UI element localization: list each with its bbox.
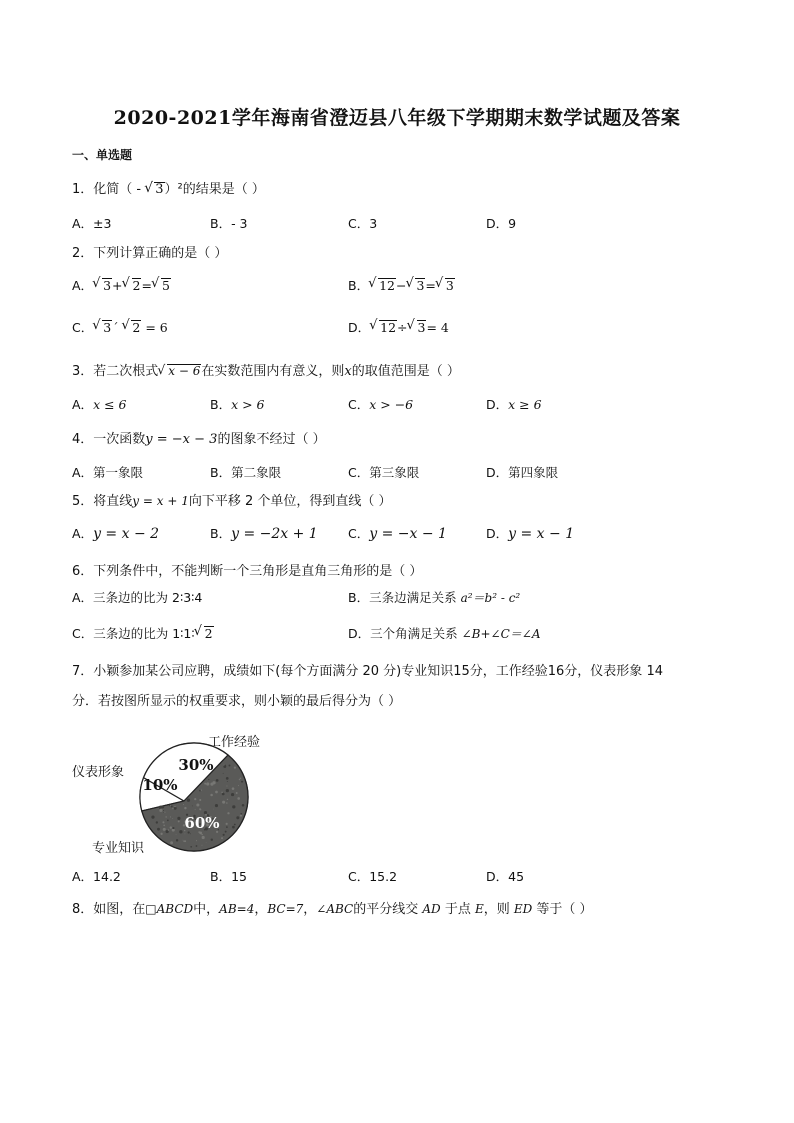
pie-texture-dot (192, 805, 193, 806)
pie-texture-dot (226, 802, 228, 804)
pie-texture-dot (236, 816, 239, 819)
q4-option-c: C．第三象限 (348, 465, 420, 480)
q1-stem-a: 1．化简（ - (72, 182, 146, 197)
question-7-line-1: 7．小颖参加某公司应聘，成绩如下(每个方面满分 20 分)专业知识15分，工作经验16分，仪表形象 14 (72, 664, 663, 679)
pie-texture-dot (162, 821, 164, 823)
pie-texture-dot (232, 805, 235, 808)
pie-texture-dot (195, 809, 196, 810)
question-6: 6．下列条件中，不能判断一个三角形是直角三角形的是（ ） (72, 564, 423, 579)
question-4: 4．一次函数y = −x − 3的图象不经过（ ） (72, 432, 326, 447)
pie-texture-dot (199, 799, 201, 801)
pie-texture-dot (215, 791, 218, 794)
q5-option-c: C．y = −x − 1 (348, 526, 447, 542)
pie-texture-dot (242, 781, 244, 783)
pie-texture-dot (170, 826, 172, 828)
question-7-line-2: 分．若按图所显示的权重要求，则小颖的最后得分为（ ） (72, 694, 402, 709)
pie-texture-dot (210, 794, 213, 797)
pie-texture-dot (179, 830, 182, 833)
pie-texture-dot (240, 815, 242, 817)
pie-texture-dot (199, 808, 201, 810)
pie-texture-dot (215, 804, 218, 807)
pie-texture-dot (172, 827, 174, 829)
pie-texture-dot (211, 838, 213, 840)
pie-texture-dot (168, 829, 169, 830)
q6-option-a: A．三条边的比为 2∶3∶4 (72, 590, 203, 605)
pie-percent-label: 60% (184, 814, 220, 832)
page-title: 2020-2021学年海南省澄迈县八年级下学期期末数学试题及答案 (113, 107, 681, 129)
q2-option-a: A．√ 3+√ 2=√ 5 (72, 276, 171, 294)
pie-texture-dot (159, 808, 160, 809)
pie-texture-dot (202, 836, 205, 839)
pie-texture-dot (172, 808, 173, 809)
pie-texture-dot (196, 840, 197, 841)
pie-texture-dot (170, 841, 173, 844)
q1-radical: √ 3 (145, 182, 164, 198)
pie-texture-dot (190, 846, 192, 848)
pie-texture-dot (177, 817, 180, 820)
pie-texture-dot (216, 779, 219, 782)
pie-texture-dot (156, 821, 158, 823)
pie-texture-dot (199, 790, 201, 792)
question-3: 3．若二次根式√ x − 6在实数范围内有意义，则x的取值范围是（ ） (72, 360, 460, 379)
pie-texture-dot (163, 810, 164, 811)
q3-option-c: C．x > −6 (348, 397, 414, 412)
q2-option-c: C．√ 3´ √ 2 = 6 (72, 318, 168, 336)
pie-category-label: 专业知识 (92, 841, 145, 856)
pie-category-label: 仪表形象 (72, 765, 125, 780)
pie-texture-dot (176, 834, 177, 835)
pie-texture-dot (194, 798, 196, 800)
pie-texture-dot (201, 845, 202, 846)
q1-option-b: B．- 3 (210, 216, 248, 231)
weight-pie-chart (72, 730, 302, 860)
pie-texture-dot (227, 812, 229, 814)
question-5: 5．将直线y = x + 1向下平移 2 个单位，得到直线（ ） (72, 494, 392, 509)
pie-texture-dot (196, 803, 199, 806)
pie-percent-label: 10% (142, 776, 178, 794)
q2-option-b: B．√ 12−√ 3=√ 3 (348, 276, 455, 294)
pie-texture-dot (226, 823, 228, 825)
q3-option-a: A．x ≤ 6 (72, 397, 127, 412)
pie-texture-dot (226, 826, 228, 828)
pie-texture-dot (240, 813, 242, 815)
pie-texture-dot (213, 809, 214, 810)
pie-texture-dot (170, 816, 171, 817)
pie-texture-dot (212, 781, 215, 784)
question-8: 8．如图，在□ABCD中，AB=4，BC=7，∠ABC的平分线交 AD 于点 E，则 ED 等于（ ） (72, 902, 593, 917)
pie-texture-dot (232, 787, 235, 790)
pie-svg (72, 730, 302, 860)
pie-texture-dot (184, 840, 186, 842)
q7-option-a: A．14.2 (72, 869, 121, 884)
q7-option-c: C．15.2 (348, 869, 398, 884)
q1-stem-b: ）²的结果是（ ） (164, 182, 265, 197)
q4-option-a: A．第一象限 (72, 465, 144, 480)
pie-texture-dot (176, 839, 178, 841)
pie-texture-dot (229, 764, 231, 766)
pie-texture-dot (157, 828, 160, 831)
pie-texture-dot (237, 797, 240, 800)
pie-texture-dot (178, 820, 180, 822)
pie-texture-dot (151, 815, 154, 818)
pie-percent-label: 30% (178, 756, 214, 774)
pie-texture-dot (242, 804, 245, 807)
pie-texture-dot (160, 833, 162, 835)
section-heading: 一、单选题 (72, 148, 133, 162)
q5-option-d: D．y = x − 1 (486, 526, 575, 542)
q6-option-b: B．三条边满足关系 a²＝b² - c² (348, 590, 521, 605)
pie-texture-dot (206, 782, 209, 785)
question-1 (72, 178, 265, 198)
pie-texture-dot (222, 801, 225, 804)
pie-category-label: 工作经验 (208, 735, 261, 750)
q7-option-b: B．15 (210, 869, 247, 884)
pie-texture-dot (163, 828, 166, 831)
pie-texture-dot (221, 837, 223, 839)
pie-texture-dot (238, 785, 239, 786)
q3-option-d: D．x ≥ 6 (486, 397, 542, 412)
q1-option-d: D．9 (486, 216, 517, 231)
pie-texture-dot (232, 826, 235, 829)
q6-option-c: C．三条边的比为 1∶1∶√ 2 (72, 624, 214, 642)
q5-option-a: A．y = x − 2 (72, 526, 160, 542)
pie-texture-dot (227, 799, 228, 800)
pie-texture-dot (196, 845, 198, 847)
pie-texture-dot (223, 765, 224, 766)
pie-texture-dot (187, 799, 190, 802)
pie-texture-dot (225, 831, 227, 833)
pie-texture-dot (231, 793, 234, 796)
pie-texture-dot (171, 805, 173, 807)
pie-texture-dot (163, 825, 165, 827)
q1-option-c: C．3 (348, 216, 378, 231)
q4-option-b: B．第二象限 (210, 465, 282, 480)
pie-texture-dot (206, 842, 207, 843)
pie-texture-dot (185, 834, 186, 835)
pie-texture-dot (183, 804, 184, 805)
pie-texture-dot (204, 783, 206, 785)
q7-option-d: D．45 (486, 869, 525, 884)
pie-texture-dot (183, 840, 184, 841)
pie-texture-dot (236, 792, 238, 794)
q2-option-d: D．√ 12÷√ 3= 4 (348, 318, 449, 336)
pie-texture-dot (225, 765, 226, 766)
q1-option-a: A．±3 (72, 216, 112, 231)
pie-texture-dot (239, 779, 240, 780)
question-2: 2．下列计算正确的是（ ） (72, 246, 228, 261)
pie-texture-dot (163, 812, 164, 813)
pie-texture-dot (165, 816, 166, 817)
pie-texture-dot (190, 833, 191, 834)
pie-texture-dot (184, 807, 186, 809)
pie-texture-dot (159, 809, 162, 812)
pie-texture-dot (172, 818, 173, 819)
pie-texture-dot (240, 777, 242, 779)
pie-texture-dot (164, 812, 165, 813)
q4-option-d: D．第四象限 (486, 465, 559, 480)
pie-texture-dot (227, 781, 228, 782)
pie-texture-dot (161, 805, 164, 808)
pie-texture-dot (208, 779, 209, 780)
pie-texture-dot (226, 777, 229, 780)
pie-texture-dot (221, 792, 222, 793)
pie-texture-dot (234, 824, 236, 826)
pie-texture-dot (234, 766, 236, 768)
q3-option-b: B．x > 6 (210, 397, 265, 412)
q6-option-d: D．三个角满足关系 ∠B+∠C＝∠A (348, 626, 541, 641)
pie-texture-dot (167, 819, 169, 821)
pie-texture-dot (223, 773, 224, 774)
q5-option-b: B．y = −2x + 1 (210, 526, 318, 542)
pie-texture-dot (223, 834, 225, 836)
pie-texture-dot (201, 790, 202, 791)
pie-texture-dot (226, 789, 229, 792)
pie-texture-dot (174, 806, 175, 807)
pie-texture-dot (226, 786, 227, 787)
